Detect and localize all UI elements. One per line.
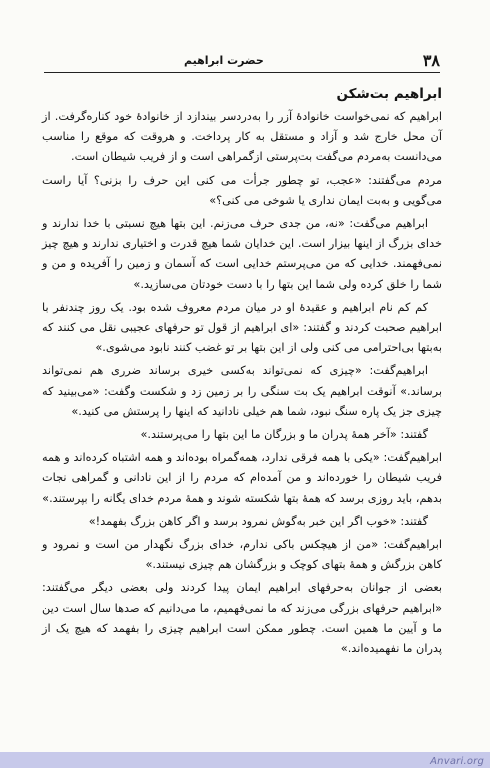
paragraph: ابراهیم‌گفت: «چیزی که نمی‌تواند به‌کسی خیری برساند ضرری هم نمی‌تواند برساند.» آنوقت ابراهیم یک بت سنگی را بر زمین زد و شکست وگفت: «می‌بینید که چیزی جز یک پاره سنگ نبود، شما هم خیلی نادانید که اینها را پرستش می کنید.»	[42, 364, 442, 418]
page-header	[44, 48, 440, 73]
paragraph: بعضی از جوانان به‌حرفهای ابراهیم ایمان پیدا کردند ولی بعضی دیگر می‌گفتند: «ابراهیم حرفهای بزرگی می‌زند که ما نمی‌فهمیم، ما می‌دانیم که صدها سال است دین ما و آیین ما همین است. چطور ممکن است ابراهیم چیزی را بفهمد که هیچ یک از پدران ما نفهمیده‌اند.»	[42, 581, 442, 656]
page-number: ۳۸	[422, 50, 440, 70]
paragraph: ابراهیم می‌گفت: «نه، من جدی حرف می‌زنم. این بتها هیچ نسبتی با خدا ندارند و خدای بزرگ از اینها بیزار است. این خدایان شما هیچ قدرت و اختیاری ندارند و هیچ چیز نمی‌فهمند. خدایی که من می‌پرستم خدایی است که آسمان و زمین را آفریده و من و شما را خلق کرده ولی شما این بتها را با دست خودتان می‌سازید.»	[42, 217, 442, 291]
paragraph: گفتند: «آخر همهٔ پدران ما و بزرگان ما این بتها را می‌پرستند.»	[140, 428, 428, 442]
paragraph: ابراهیم‌گفت: «من از هیچکس باکی ندارم، خدای بزرگ نگهدار من است و نمرود و کاهن بزرگش و همهٔ بتهای کوچک و بزرگشان هم چیزی نیستند.»	[42, 538, 442, 572]
page-body	[42, 84, 442, 662]
paragraph: مردم می‌گفتند: «عجب، تو چطور جرأت می کنی این حرف را بزنی؟ آیا راست می‌گویی و به‌بت ایمان نداری یا شوخی می کنی؟»	[42, 173, 442, 207]
paragraph: گفتند: «خوب اگر این خبر به‌گوش نمرود برسد و اگر کاهن بزرگ بفهمد!»	[88, 514, 428, 528]
paragraph: ابراهیم‌گفت: «یکی با همه فرقی ندارد، همه‌گمراه بوده‌اند و همه اشتباه کرده‌اند و همه فریب شیطان را خورده‌اند و من آمده‌ام که مردم را از این نادانی و گمراهی نجات بدهم، باید روزی برسد که همهٔ بتها شکسته شوند و همهٔ مردم خدای یگانه را بپرستند.»	[42, 451, 442, 505]
footer-strip	[0, 752, 490, 768]
site-watermark: Anvari.org	[430, 756, 484, 767]
running-title: حضرت ابراهیم	[184, 53, 264, 67]
paragraph: کم کم نام ابراهیم و عقیدهٔ او در میان مردم معروف شده بود. یک روز چندنفر با ابراهیم صحبت کردند و گفتند: «ای ابراهیم از قول تو حرفهای عجیبی نقل می کنند که به‌بتها بی‌احترامی می کنی ولی از این بتها بر تو غضب کنند نابود می‌شوی.»	[42, 300, 442, 355]
section-heading: ابراهیم بت‌شکن	[336, 86, 442, 102]
paragraph: ابراهیم که نمی‌خواست خانوادهٔ آزر را به‌دردسر بیندازد از خانوادهٔ خود کناره‌گرفت. از آن محل خارج شد و آزاد و مستقل به کار پرداخت. و هروقت که موقع را مناسب می‌دانست به‌مردم می‌گفت بت‌پرستی ازگمراهی است و از فریب شیطان است.	[42, 110, 442, 164]
